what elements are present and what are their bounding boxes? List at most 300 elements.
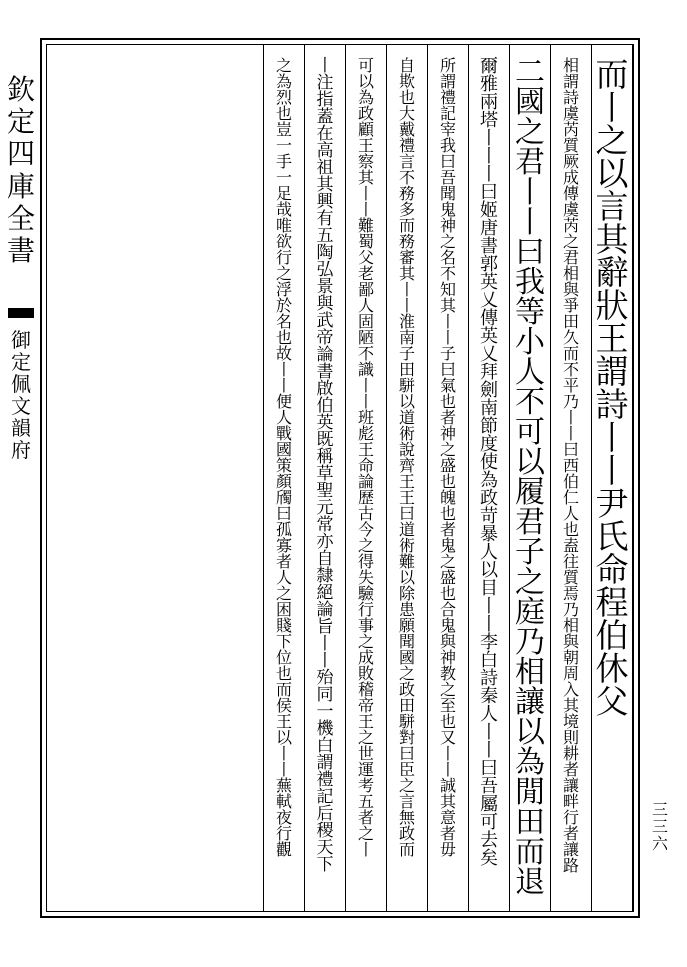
glyph: 目 [480,578,498,599]
glyph: 多 [398,200,415,219]
glyph: 度 [480,434,498,455]
glyph: 浮 [275,280,292,299]
glyph: 難 [398,552,415,571]
glyph: 道 [398,408,415,427]
glyph: 驗 [357,584,374,603]
book-margin [2,44,38,912]
glyph: 之 [439,232,456,251]
glyph: 曰 [398,504,415,523]
glyph: 詩 [595,385,629,424]
glyph: 彪 [357,424,374,443]
glyph: 人 [357,296,374,315]
glyph: 而 [595,55,629,94]
glyph: 務 [398,184,415,203]
glyph: 傳 [562,184,579,203]
glyph: 政 [357,104,374,123]
glyph: 其 [439,296,456,315]
glyph: 相 [562,264,579,283]
glyph: 名 [275,312,292,331]
glyph: 塔 [480,110,498,131]
glyph: 聖 [316,481,334,501]
glyph: 曰 [480,758,498,779]
glyph: 姬 [480,200,498,221]
glyph: 蓋 [316,107,334,127]
glyph: 鬼 [439,536,456,555]
glyph: 欲 [275,232,292,251]
glyph: 聞 [398,632,415,651]
glyph: 丨 [480,614,498,635]
glyph: 祖 [316,158,334,178]
glyph: 讓 [515,685,545,720]
glyph: 難 [357,216,374,235]
glyph: 丨 [275,744,292,763]
glyph: 以 [595,154,629,193]
glyph: 暴 [480,524,498,545]
glyph: 仁 [562,488,579,507]
glyph: 有 [316,209,334,229]
glyph: 策 [275,456,292,475]
glyph: 禮 [398,136,415,155]
glyph: 西 [562,456,579,475]
glyph: 指 [316,90,334,110]
glyph: 者 [562,760,579,779]
glyph: 爭 [562,296,579,315]
text-column [387,58,427,904]
glyph: 也 [275,664,292,683]
glyph: 丨 [595,88,629,127]
glyph: 休 [595,649,629,688]
glyph: 乂 [480,344,498,365]
glyph: 而 [398,216,415,235]
glyph: 無 [398,808,415,827]
glyph: 者 [439,520,456,539]
glyph: 哉 [275,200,292,219]
glyph: 厥 [562,152,579,171]
glyph: 英 [480,272,498,293]
glyph: 謂 [595,352,629,391]
glyph: 世 [357,744,374,763]
glyph: 戰 [275,424,292,443]
glyph: 戴 [398,120,415,139]
glyph: 言 [398,792,415,811]
glyph: 其 [595,220,629,259]
glyph: 與 [562,280,579,299]
glyph: 在 [316,124,334,144]
glyph: 不 [398,168,415,187]
glyph: 術 [398,424,415,443]
page-number: 三三六 [651,800,668,853]
glyph: 丨 [439,312,456,331]
glyph: 務 [398,232,415,251]
glyph: 氣 [439,376,456,395]
glyph: 其 [562,696,579,715]
glyph: 丨 [515,175,545,210]
glyph: 也 [439,504,456,523]
glyph: 書 [316,362,334,382]
glyph: 田 [515,805,545,840]
glyph: 國 [275,440,292,459]
glyph: 可 [515,415,545,450]
glyph: 草 [316,464,334,484]
glyph: 駢 [398,712,415,731]
glyph: 臣 [398,760,415,779]
glyph: 王 [357,136,374,155]
glyph: 拜 [480,362,498,383]
glyph: 而 [515,835,545,870]
glyph: 吾 [480,776,498,797]
glyph: 子 [515,535,545,570]
glyph: 便 [275,392,292,411]
glyph: 退 [515,865,545,900]
glyph: 者 [439,408,456,427]
glyph: 之 [275,584,292,603]
glyph: 神 [439,424,456,443]
glyph: 齊 [398,456,415,475]
text-column [346,58,386,904]
glyph: 也 [439,392,456,411]
glyph: 國 [398,648,415,667]
glyph: 之 [357,728,374,747]
glyph: 曰 [480,182,498,203]
glyph: 蕪 [275,776,292,795]
glyph: 英 [480,326,498,347]
glyph: 天 [316,838,334,858]
glyph: 行 [357,600,374,619]
glyph: 王 [275,712,292,731]
glyph: 吾 [439,168,456,187]
glyph: 一 [316,702,334,722]
glyph: 曰 [398,744,415,763]
glyph: 道 [398,520,415,539]
text-column [510,55,550,904]
glyph: 以 [357,72,374,91]
glyph: 行 [562,808,579,827]
glyph: 自 [398,56,415,75]
glyph: 禮 [316,770,334,790]
glyph: 寡 [275,536,292,555]
glyph: 使 [480,452,498,473]
glyph: 高 [316,141,334,161]
glyph: 父 [357,248,374,267]
glyph: 王 [398,488,415,507]
glyph: 一 [275,168,292,187]
glyph: 興 [316,192,334,212]
glyph: 也 [275,328,292,347]
glyph: 焉 [562,584,579,603]
glyph: 盍 [562,536,579,555]
glyph: 神 [439,648,456,667]
glyph: 詩 [480,668,498,689]
glyph: 五 [357,792,374,811]
glyph: 丨 [480,146,498,167]
glyph: 其 [357,168,374,187]
glyph: 不 [439,264,456,283]
glyph: 又 [439,728,456,747]
glyph: 盛 [439,456,456,475]
glyph: 常 [316,515,334,535]
glyph: 機 [316,719,334,739]
glyph: 名 [439,248,456,267]
glyph: 苛 [480,506,498,527]
glyph: 相 [562,56,579,75]
glyph: 稱 [316,447,334,467]
glyph: 子 [398,344,415,363]
glyph: 我 [439,136,456,155]
glyph: 也 [439,472,456,491]
margin-book-title: 欽定四庫全書 [6,73,35,267]
glyph: 路 [562,856,579,875]
glyph: 除 [398,584,415,603]
glyph: 說 [398,440,415,459]
glyph: 詩 [562,88,579,107]
glyph: 也 [439,712,456,731]
glyph: 下 [316,855,334,875]
glyph: 其 [398,264,415,283]
glyph: 不 [562,360,579,379]
glyph: 以 [398,392,415,411]
glyph: 旨 [316,617,334,637]
glyph: 武 [316,311,334,331]
glyph: 畔 [562,792,579,811]
glyph: 毋 [439,840,456,859]
glyph: 察 [357,152,374,171]
glyph: 者 [562,824,579,843]
glyph: 謂 [316,753,334,773]
glyph: 者 [357,808,374,827]
glyph: 人 [275,568,292,587]
glyph: 丨 [275,376,292,395]
glyph: 其 [439,792,456,811]
glyph: 入 [562,680,579,699]
glyph: 田 [398,360,415,379]
glyph: 丨 [515,205,545,240]
glyph: 之 [357,824,374,843]
glyph: 者 [275,552,292,571]
glyph: 行 [275,824,292,843]
glyph: 書 [480,236,498,257]
glyph: 淮 [398,312,415,331]
glyph: 鬼 [439,200,456,219]
glyph: 伯 [316,396,334,416]
glyph: 乃 [562,600,579,619]
glyph: 稷 [316,821,334,841]
glyph: 狀 [595,286,629,325]
text-column [305,58,345,904]
glyph: 之 [439,552,456,571]
glyph: 運 [357,760,374,779]
glyph: 矣 [480,848,498,869]
glyph: 者 [439,824,456,843]
glyph: 之 [275,56,292,75]
glyph: 小 [515,325,545,360]
glyph: 質 [562,568,579,587]
glyph: 節 [480,416,498,437]
glyph: 失 [357,568,374,587]
glyph: 丨 [439,328,456,347]
glyph: 虞 [562,104,579,123]
margin-block [8,308,34,318]
glyph: 以 [398,568,415,587]
glyph: 閒 [515,775,545,810]
glyph: 注 [316,73,334,93]
glyph: 丨 [562,408,579,427]
glyph: 謂 [562,72,579,91]
glyph: 兩 [480,92,498,113]
glyph: 丨 [275,360,292,379]
glyph: 帝 [357,696,374,715]
glyph: 與 [439,632,456,651]
glyph: 讓 [562,840,579,859]
glyph: 稽 [357,680,374,699]
glyph: 往 [562,552,579,571]
glyph: 南 [398,328,415,347]
glyph: 審 [398,248,415,267]
glyph: 之 [515,565,545,600]
glyph: 殆 [316,668,334,688]
glyph: 帝 [316,328,334,348]
glyph: 屬 [480,794,498,815]
glyph: 后 [316,804,334,824]
glyph: 朝 [562,648,579,667]
glyph: 豈 [275,120,292,139]
glyph: 丨 [480,128,498,149]
glyph: 境 [562,712,579,731]
glyph: 論 [316,600,334,620]
glyph: 人 [480,704,498,725]
glyph: 等 [515,295,545,330]
glyph: 欺 [398,72,415,91]
glyph: 考 [357,776,374,795]
glyph: 之 [439,680,456,699]
glyph: 行 [275,248,292,267]
glyph: 以 [480,560,498,581]
glyph: 同 [316,685,334,705]
glyph: 班 [357,408,374,427]
glyph: 聞 [439,184,456,203]
glyph: 自 [316,549,334,569]
glyph: 教 [439,664,456,683]
glyph: 手 [275,152,292,171]
glyph: 也 [275,104,292,123]
glyph: 丨 [316,56,334,76]
glyph: 命 [357,456,374,475]
glyph: 丨 [398,296,415,315]
glyph: 以 [275,728,292,747]
glyph: 以 [515,445,545,480]
glyph: 啟 [316,379,334,399]
glyph: 侯 [275,696,292,715]
glyph: 足 [275,184,292,203]
glyph: 之 [439,440,456,459]
glyph: 辭 [595,253,629,292]
glyph: 質 [562,136,579,155]
glyph: 亦 [316,532,334,552]
glyph: 敗 [357,664,374,683]
glyph: 患 [398,600,415,619]
glyph: 所 [439,56,456,75]
glyph: 其 [316,175,334,195]
glyph: 伯 [595,616,629,655]
glyph: 為 [480,470,498,491]
glyph: 歷 [357,488,374,507]
glyph: 人 [562,504,579,523]
glyph: 絕 [316,583,334,603]
glyph: 不 [357,344,374,363]
glyph: 可 [357,56,374,75]
glyph: 丨 [316,634,334,654]
glyph: 事 [357,616,374,635]
glyph: 芮 [562,216,579,235]
glyph: 言 [595,187,629,226]
glyph: 田 [562,312,579,331]
glyph: 尹 [595,484,629,523]
glyph: 相 [562,616,579,635]
glyph: 政 [480,488,498,509]
glyph: 曰 [439,360,456,379]
glyph: 君 [562,248,579,267]
glyph: 孤 [275,520,292,539]
glyph: 一 [275,136,292,155]
glyph: 丨 [595,451,629,490]
glyph: 術 [398,536,415,555]
glyph: 位 [275,648,292,667]
glyph: 伯 [562,472,579,491]
glyph: 至 [439,696,456,715]
glyph: 王 [595,319,629,358]
glyph: 人 [515,355,545,390]
glyph: 合 [439,600,456,619]
column-rule [632,44,633,912]
glyph: 田 [398,696,415,715]
glyph: 曰 [275,504,292,523]
glyph: 鄙 [357,280,374,299]
glyph: 王 [357,440,374,459]
glyph: 丨 [480,164,498,185]
glyph: 君 [515,145,545,180]
glyph: 景 [316,277,334,297]
glyph: 讓 [562,776,579,795]
text-column [551,58,591,904]
glyph: 王 [398,472,415,491]
glyph: 之 [398,776,415,795]
glyph: 老 [357,264,374,283]
glyph: 人 [275,408,292,427]
glyph: 而 [275,680,292,699]
text-column [264,58,304,904]
glyph: 謂 [439,72,456,91]
glyph: 李 [480,632,498,653]
glyph: 與 [562,632,579,651]
glyph: 論 [316,345,334,365]
glyph: 國 [515,85,545,120]
glyph: 丨 [439,744,456,763]
glyph: 曰 [562,440,579,459]
glyph: 耕 [562,744,579,763]
glyph: 履 [515,475,545,510]
glyph: 丨 [480,740,498,761]
glyph: 可 [480,812,498,833]
glyph: 斶 [275,488,292,507]
glyph: 下 [275,632,292,651]
glyph: 曰 [515,235,545,270]
glyph: 劍 [480,380,498,401]
glyph: 神 [439,216,456,235]
glyph: 也 [562,520,579,539]
glyph: 蜀 [357,232,374,251]
glyph: 乂 [480,290,498,311]
glyph: 困 [275,600,292,619]
glyph: 之 [398,664,415,683]
